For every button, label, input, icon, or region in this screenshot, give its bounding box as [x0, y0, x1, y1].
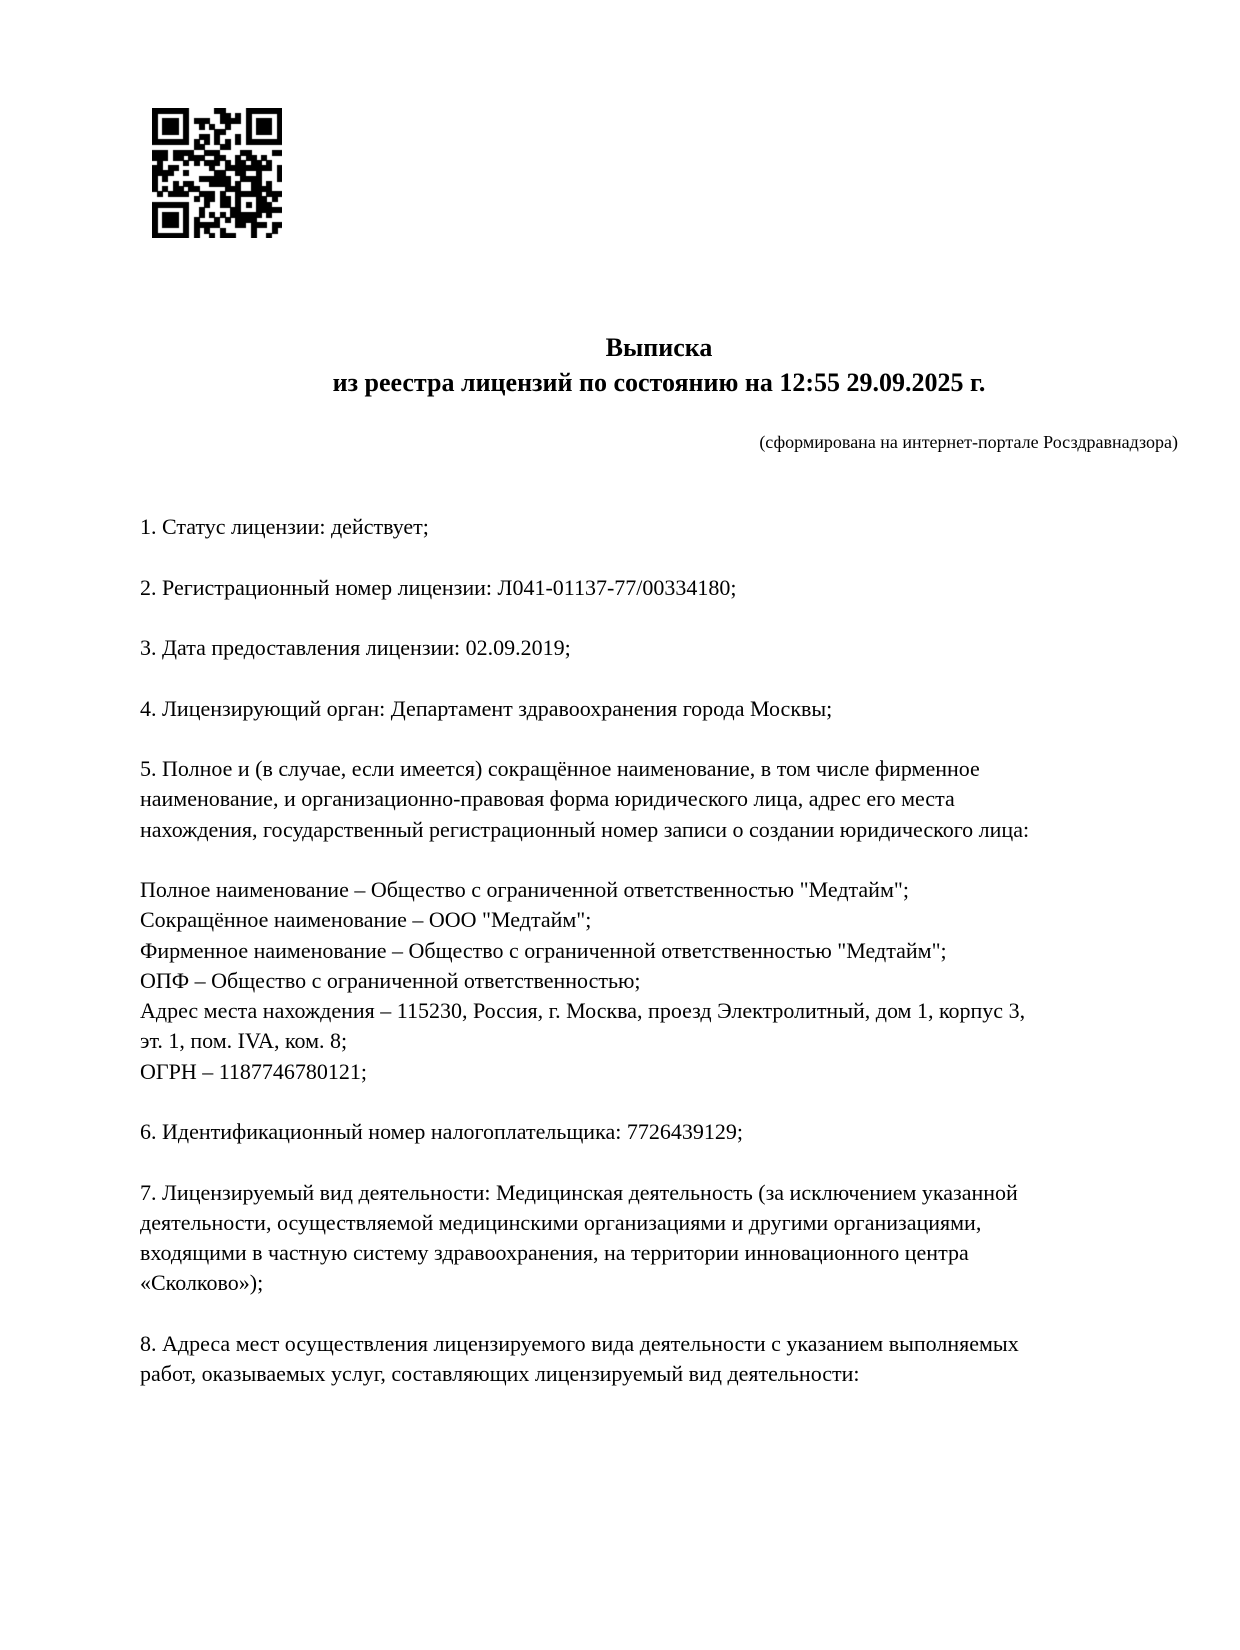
- title-line-2: из реестра лицензий по состоянию на 12:55 29.09.2025 г.: [332, 368, 986, 397]
- document-paragraph: [140, 875, 1180, 1087]
- paragraph-line: 7. Лицензируемый вид деятельности: Медицинская деятельность (за исключением указанной: [140, 1179, 1018, 1205]
- document-paragraph: [140, 1117, 1180, 1147]
- title-line-1: Выписка: [605, 333, 713, 362]
- paragraph-line: Полное наименование – Общество с ограниченной ответственностью "Медтайм";: [140, 877, 909, 902]
- paragraph-line: «Сколково»);: [140, 1270, 264, 1296]
- paragraph-line: Фирменное наименование – Общество с ограниченной ответственностью "Медтайм";: [140, 937, 947, 963]
- paragraph-line: 2. Регистрационный номер лицензии: Л041-01137-77/00334180;: [140, 574, 737, 600]
- paragraph-line: ОПФ – Общество с ограниченной ответственностью;: [140, 967, 641, 993]
- paragraph-line: 6. Идентификационный номер налогоплательщика: 7726439129;: [140, 1119, 743, 1144]
- paragraph-line: работ, оказываемых услуг, составляющих лицензируемый вид деятельности:: [140, 1361, 860, 1386]
- qr-code: [152, 108, 282, 238]
- paragraph-line: входящими в частную систему здравоохранения, на территории инновационного центра: [140, 1240, 969, 1265]
- paragraph-line: 1. Статус лицензии: действует;: [140, 514, 429, 539]
- paragraph-line: эт. 1, пом. IVA, ком. 8;: [140, 1028, 348, 1054]
- paragraph-line: Адрес места нахождения – 115230, Россия, г. Москва, проезд Электролитный, дом 1, корпус 3,: [140, 998, 1026, 1023]
- document-subtitle: (сформирована на интернет-портале Росздравнадзора): [759, 432, 1178, 452]
- paragraph-line: 4. Лицензирующий орган: Департамент здравоохранения города Москвы;: [140, 695, 833, 721]
- paragraph-line: 3. Дата предоставления лицензии: 02.09.2019;: [140, 635, 571, 660]
- paragraph-line: Сокращённое наименование – ООО "Медтайм";: [140, 907, 592, 933]
- document-paragraph: [140, 694, 1180, 724]
- paragraph-line: наименование, и организационно-правовая форма юридического лица, адрес его места: [140, 786, 955, 812]
- paragraph-line: ОГРН – 1187746780121;: [140, 1058, 368, 1084]
- document-paragraph: [140, 1178, 1180, 1299]
- document-paragraph: [140, 633, 1180, 663]
- document-paragraph: [140, 1329, 1180, 1390]
- document-body: [140, 512, 1180, 1420]
- document-paragraph: [140, 512, 1180, 542]
- paragraph-line: 8. Адреса мест осуществления лицензируемого вида деятельности с указанием выполняемых: [140, 1330, 1019, 1356]
- paragraph-line: нахождения, государственный регистрационный номер записи о создании юридического лица:: [140, 816, 1030, 842]
- document-paragraph: [140, 754, 1180, 845]
- paragraph-line: 5. Полное и (в случае, если имеется) сокращённое наименование, в том числе фирменное: [140, 756, 980, 781]
- document-paragraph: [140, 573, 1180, 603]
- paragraph-line: деятельности, осуществляемой медицинскими организациями и другими организациями,: [140, 1209, 982, 1235]
- document-title: [140, 330, 1178, 400]
